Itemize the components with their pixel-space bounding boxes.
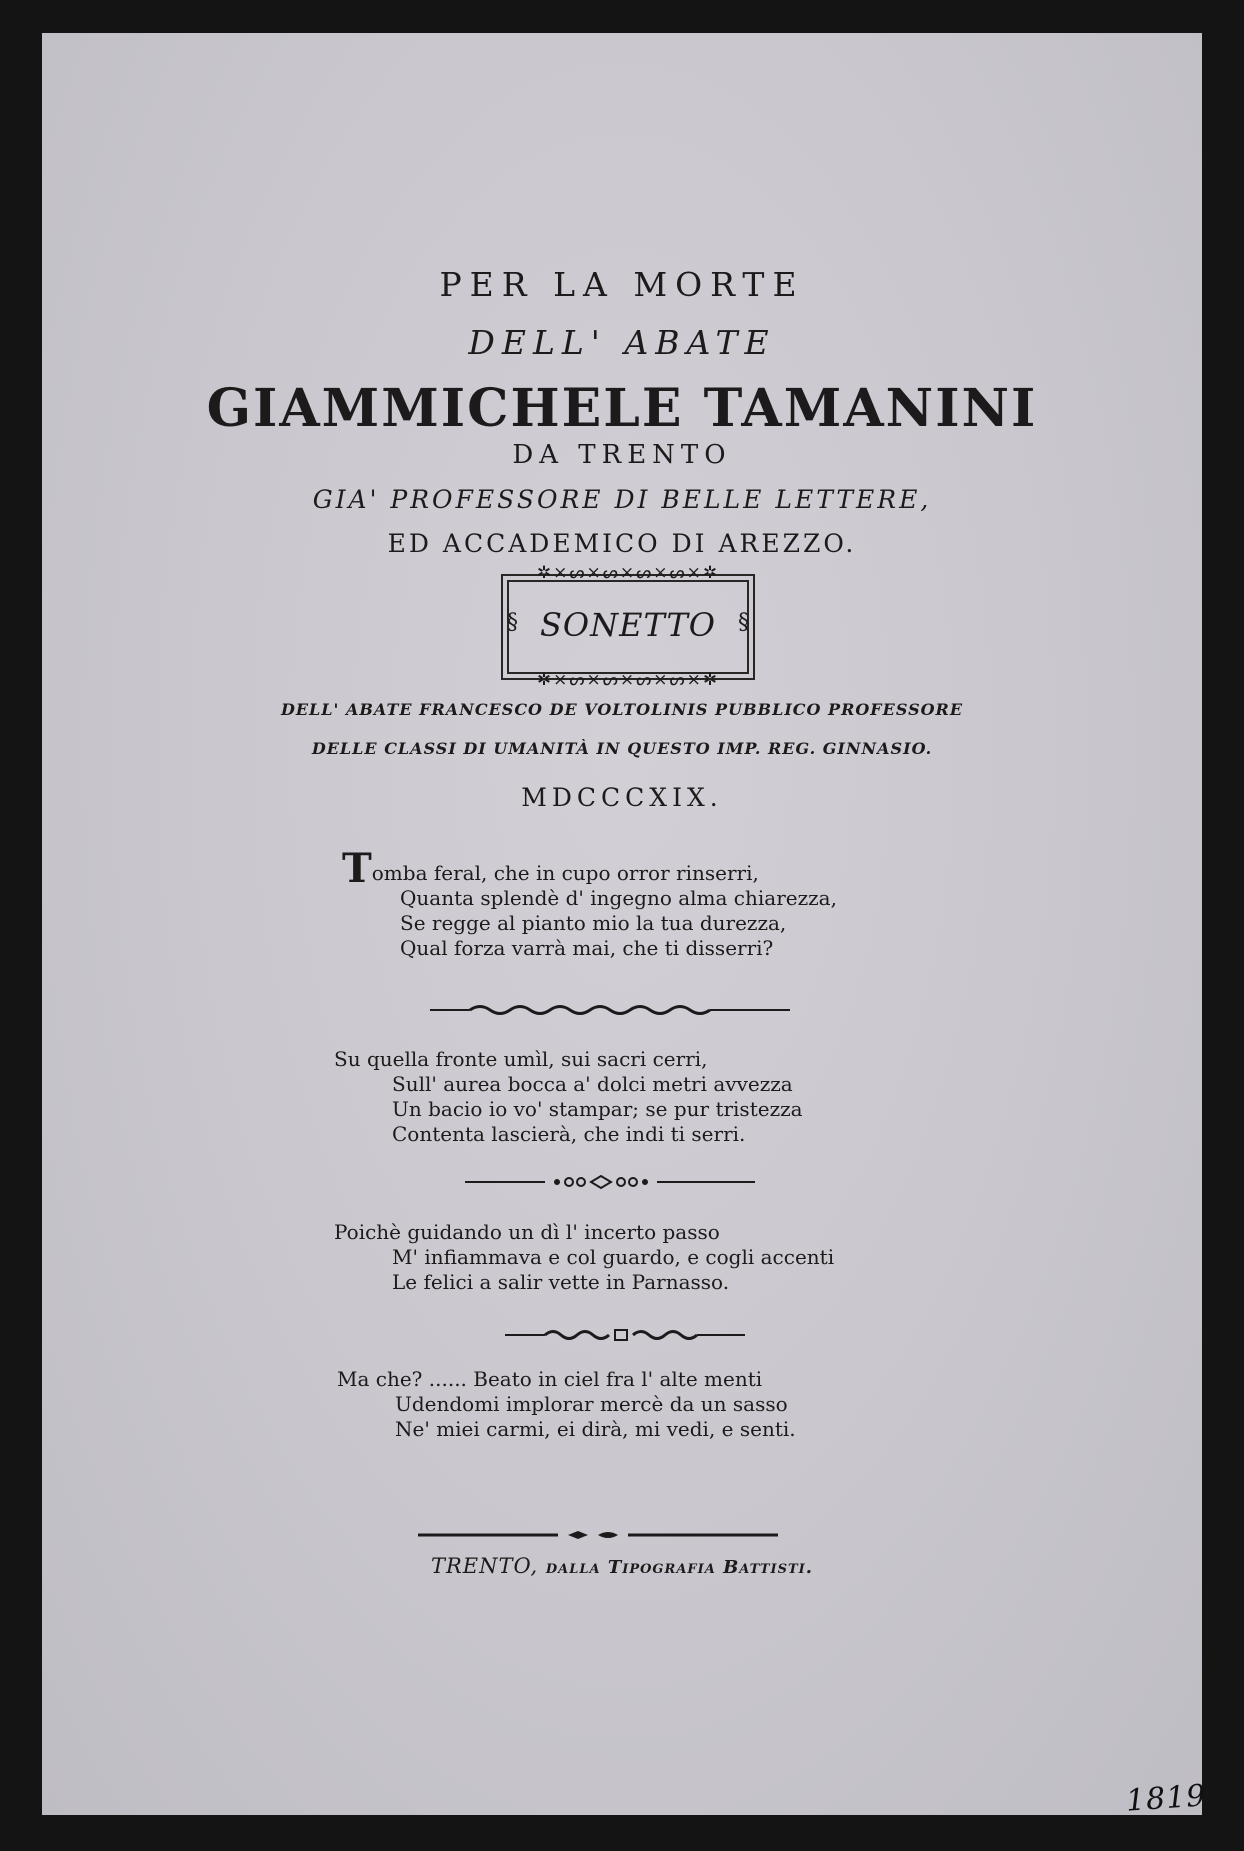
sonetto-title: SONETTO [539,606,717,644]
imprint-printer: dalla Tipografia Battisti. [545,1557,814,1578]
author-line-1: DELL' ABATE FRANCESCO DE VOLTOLINIS PUBBLICO PROFESSORE [280,700,964,719]
stanza-1-line-3: Se regge al pianto mio la tua durezza, [400,911,787,935]
stanza-2-line-1: Su quella fronte umìl, sui sacri cerri, [334,1047,708,1071]
stanza-2-line-4: Contenta lascierà, che indi ti serri. [392,1122,746,1146]
stanza-1-line-4: Qual forza varrà mai, che ti disserri? [400,936,774,960]
printer-imprint [42,1554,1202,1578]
cartouche-section-mark-left: § [507,610,518,635]
stanza-4-line-2: Udendomi implorar mercè da un sasso [395,1392,788,1416]
stanza-2 [334,1047,803,1147]
stanza-3-line-1: Poichè guidando un dì l' incerto passo [334,1220,720,1244]
heading-profession: GIA' PROFESSORE DI BELLE LETTERE, [312,485,932,514]
stanza-1 [342,845,837,961]
ornamental-rule-2 [465,1173,755,1191]
year-roman: MDCCCXIX. [521,783,723,812]
handwritten-year-note: 1819 [1124,1778,1208,1819]
heading-line-2: DELL' ABATE [468,323,776,362]
broadside-sheet [42,33,1202,1815]
stanza-4-line-3: Ne' miei carmi, ei dirà, mi vedi, e senti. [395,1417,796,1441]
stanza-2-line-3: Un bacio io vo' stampar; se pur tristezza [392,1097,803,1121]
stanza-1-line-1: Tomba feral, che in cupo orror rinserri, [342,845,759,892]
ornamental-rule-3 [505,1326,745,1344]
heading-name: GIAMMICHELE TAMANINI [206,378,1038,439]
heading-line-1: PER LA MORTE [439,265,805,304]
cartouche-ornament-top: ✲⨯ᔕ⨯ᔕ⨯ᔕ⨯ᔕ⨯✲ [536,563,720,583]
stanza-4-line-1: Ma che? ...... Beato in ciel fra l' alte menti [337,1367,763,1391]
stanza-3-line-3: Le felici a salir vette in Parnasso. [392,1270,730,1294]
stanza-4 [337,1367,796,1442]
ornamental-rule-1 [430,1001,790,1019]
stanza-3-line-2: M' infiammava e col guardo, e cogli accenti [392,1245,835,1269]
imprint-city: TRENTO, [430,1554,539,1578]
stanza-3 [334,1220,834,1295]
stanza-2-line-2: Sull' aurea bocca a' dolci metri avvezza [392,1072,793,1096]
cartouche-ornament-bottom: ✲⨯ᔕ⨯ᔕ⨯ᔕ⨯ᔕ⨯✲ [536,670,720,690]
author-line-2: DELLE CLASSI DI UMANITÀ IN QUESTO IMP. REG. GINNASIO. [311,739,933,758]
sonetto-cartouche [501,563,755,690]
heading-origin: DA TRENTO [512,440,732,470]
stanza-1-line-2: Quanta splendè d' ingegno alma chiarezza, [400,886,837,910]
cartouche-section-mark-right: § [738,610,749,635]
heading-academy: ED ACCADEMICO DI AREZZO. [387,529,857,558]
ornamental-rule-4 [418,1526,778,1544]
drop-cap: T [342,845,372,892]
